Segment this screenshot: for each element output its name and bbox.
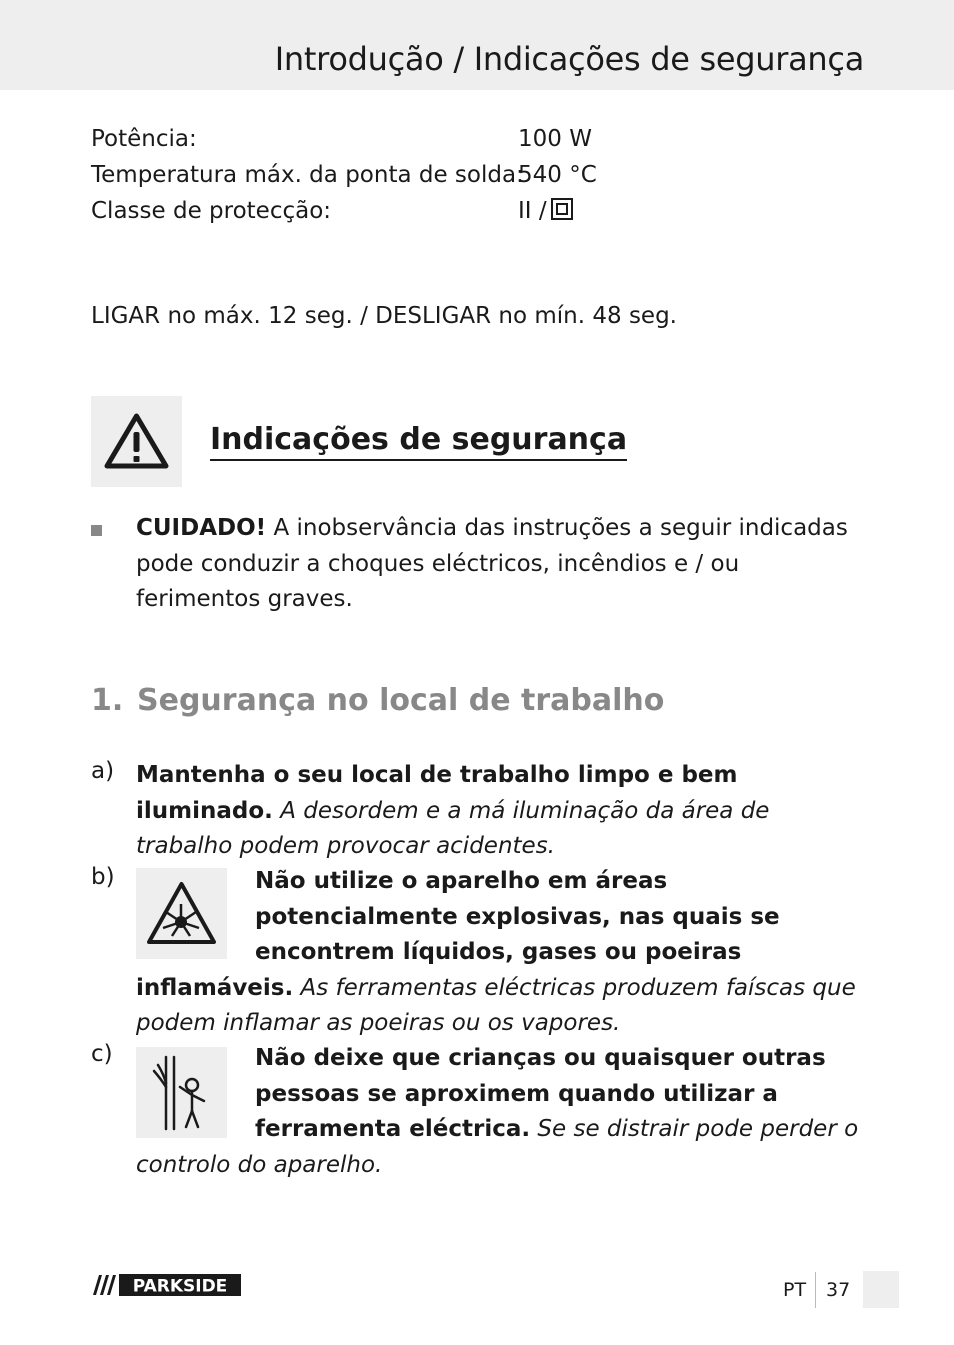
list-item-c — [136, 1041, 866, 1183]
brand-text: PARKSIDE — [132, 1276, 228, 1297]
item-letter-c: c) — [91, 1041, 113, 1067]
warning-text: A inobservância das instruções a seguir indicadas pode conduzir a choques eléctricos, incêndios e / ou ferimentos graves. — [136, 515, 848, 612]
item-letter-a: a) — [91, 758, 115, 784]
warning-bold: CUIDADO! — [136, 515, 267, 541]
spec-label: Classe de protecção: — [91, 198, 332, 224]
spec-value: 100 W — [518, 126, 592, 152]
spec-value-wrap — [518, 198, 573, 224]
list-item-a — [136, 758, 866, 865]
language-code: PT — [783, 1279, 807, 1301]
section-number: 1. — [91, 683, 124, 718]
spec-label: Temperatura máx. da ponta de solda: — [91, 162, 524, 188]
item-letter-b: b) — [91, 864, 115, 890]
warning-triangle-icon — [91, 396, 182, 487]
footer-divider — [815, 1272, 816, 1308]
protection-class-ii-icon — [551, 198, 573, 220]
list-item-b — [136, 864, 866, 1042]
item-italic: A desordem e a má iluminação da área de trabalho podem provocar acidentes. — [136, 797, 770, 859]
icon-spacer — [136, 864, 227, 955]
icon-spacer — [136, 1041, 227, 1132]
section-heading-text: Segurança no local de trabalho — [137, 683, 665, 718]
page-number: 37 — [826, 1279, 851, 1301]
item-italic: Se se distrair pode perder o controlo do aparelho. — [136, 1116, 859, 1178]
item-bold: Mantenha o seu local de trabalho limpo e bem iluminado. — [136, 762, 738, 824]
bullet-square — [91, 525, 102, 536]
item-bold: Não utilize o aparelho em áreas potencialmente explosivas, nas quais se encontrem líquidos, gases ou poeiras inflamáveis. — [136, 868, 780, 1001]
section-title-safety: Indicações de segurança — [210, 422, 627, 461]
warning-paragraph — [136, 511, 866, 618]
page-title: Introdução / Indicações de segurança — [274, 40, 864, 78]
spec-value: 540 °C — [518, 162, 597, 188]
parkside-logo — [91, 1273, 243, 1301]
section-heading-workplace — [91, 683, 664, 718]
spec-value: II / — [518, 198, 547, 224]
footer-tab — [863, 1271, 899, 1308]
duty-cycle: LIGAR no máx. 12 seg. / DESLIGAR no mín. 48 seg. — [91, 303, 677, 329]
item-bold: Não deixe que crianças ou quaisquer outras pessoas se aproximem quando utilizar a ferramenta eléctrica. — [255, 1045, 826, 1142]
spec-label: Potência: — [91, 126, 197, 152]
item-italic: As ferramentas eléctricas produzem faíscas que podem inflamar as poeiras ou os vapores. — [136, 974, 856, 1036]
